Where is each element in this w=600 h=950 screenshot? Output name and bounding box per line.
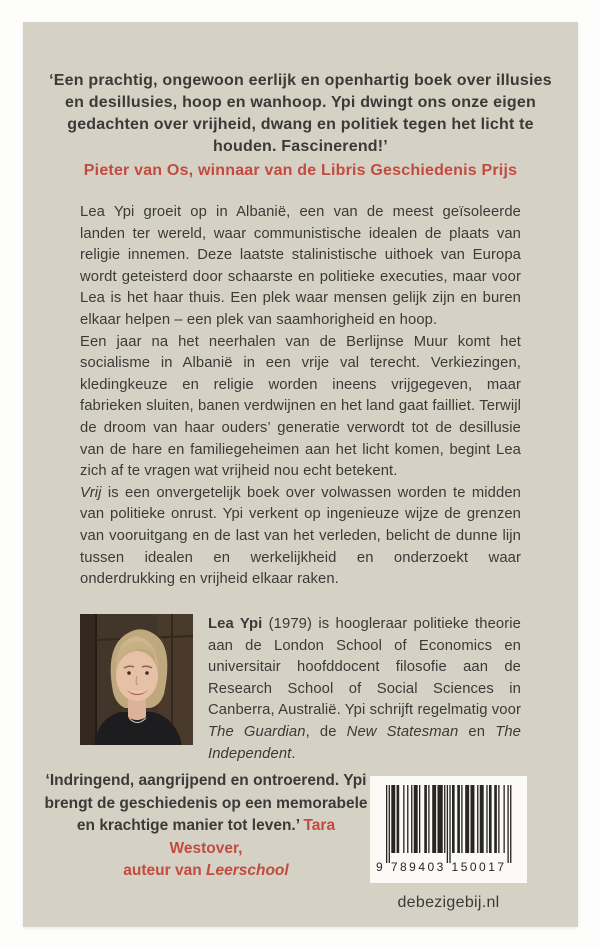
publisher-website: debezigebij.nl [397, 894, 500, 911]
top-endorsement [49, 70, 552, 182]
synopsis-paragraph-3-text: is een onvergetelijk boek over volwassen worden te midden van politieke onrust. Ypi verkent op ingenieuze wijze de grenzen van vooruitgang en de last van het verleden, belicht de dunne lijn tussen idealen en werkelijkheid en onderzoekt waar onderdrukking en vrijheid elkaar raken. [80, 484, 521, 588]
synopsis-paragraph-1: Lea Ypi groeit op in Albanië, een van de meest geïsoleerde landen ter wereld, waar communistische idealen de plaats van religie innemen. Deze laatste stalinistische uithoek van Europa wordt geteisterd door schaarste en politieke executies, maar voor Lea is het haar thuis. Een plek waar mensen gelijk zijn en buren elkaar helpen – een plek van saamhorigheid en hoop. [80, 204, 521, 328]
publication-independent: The Independent [208, 723, 521, 762]
bottom-endorsement-text: ‘Indringend, aangrijpend en ontroerend. Ypi brengt de geschiedenis op een memorabele en krachtige manier tot leven.’ [44, 772, 368, 834]
book-title-inline: Vrij [80, 484, 102, 501]
svg-text:789403: 789403 [390, 860, 446, 874]
book-cover [23, 22, 578, 927]
author-bio-text-2: , de [305, 723, 347, 740]
synopsis [80, 202, 521, 591]
author-bio-text-4: . [291, 745, 296, 762]
synopsis-paragraph-3 [80, 483, 521, 591]
publication-new-statesman: New Statesman [346, 723, 459, 740]
svg-text:9: 9 [376, 860, 383, 874]
synopsis-paragraph-2: Een jaar na het neerhalen van de Berlijnse Muur komt het socialisme in Albanië in een vrije val terecht. Verkiezingen, kledingkeuze en religie worden ineens vrijgegeven, maar fabrieken sluiten, banen verdwijnen en het land gaat failliet. Terwijl de droom van haar ouders’ generatie verwordt tot de desillusie van de hare en familiegeheimen aan het licht komen, begint Lea zich af te vragen wat vrijheid nou echt betekent. [80, 333, 521, 480]
top-endorsement-attribution: Pieter van Os, winnaar van de Libris Geschiedenis Prijs [83, 162, 518, 179]
bottom-endorsement-attribution-role: auteur van [123, 862, 206, 879]
ean-barcode [370, 776, 527, 883]
author-section [80, 614, 521, 765]
author-bio-text: (1979) is hoogleraar politieke theorie aan de London School of Economics en universitair hoofddocent filosofie aan de Research School of Social Sciences in Canberra, Australië. Ypi schrijft regelmatig voor [208, 616, 521, 719]
author-bio-text-3: en [458, 723, 496, 740]
barcode-panel [370, 776, 527, 883]
author-bio [208, 614, 521, 765]
publication-guardian: The Guardian [208, 723, 306, 740]
bottom-endorsement [41, 770, 371, 883]
bottom-endorsement-attribution: Tara Westover, [169, 817, 336, 857]
top-endorsement-text: ‘Een prachtig, ongewoon eerlijk en openhartig boek over illusies en desillusies, hoop en wanhoop. Ypi dwingt ons onze eigen gedachten over vrijheid, dwang en politiek tegen het licht te houden. Fascinerend!’ [49, 72, 552, 155]
svg-text:150017: 150017 [451, 860, 507, 874]
attribution-book-title: Leerschool [206, 862, 289, 879]
author-photo [80, 614, 193, 745]
author-name: Lea Ypi [208, 616, 263, 632]
